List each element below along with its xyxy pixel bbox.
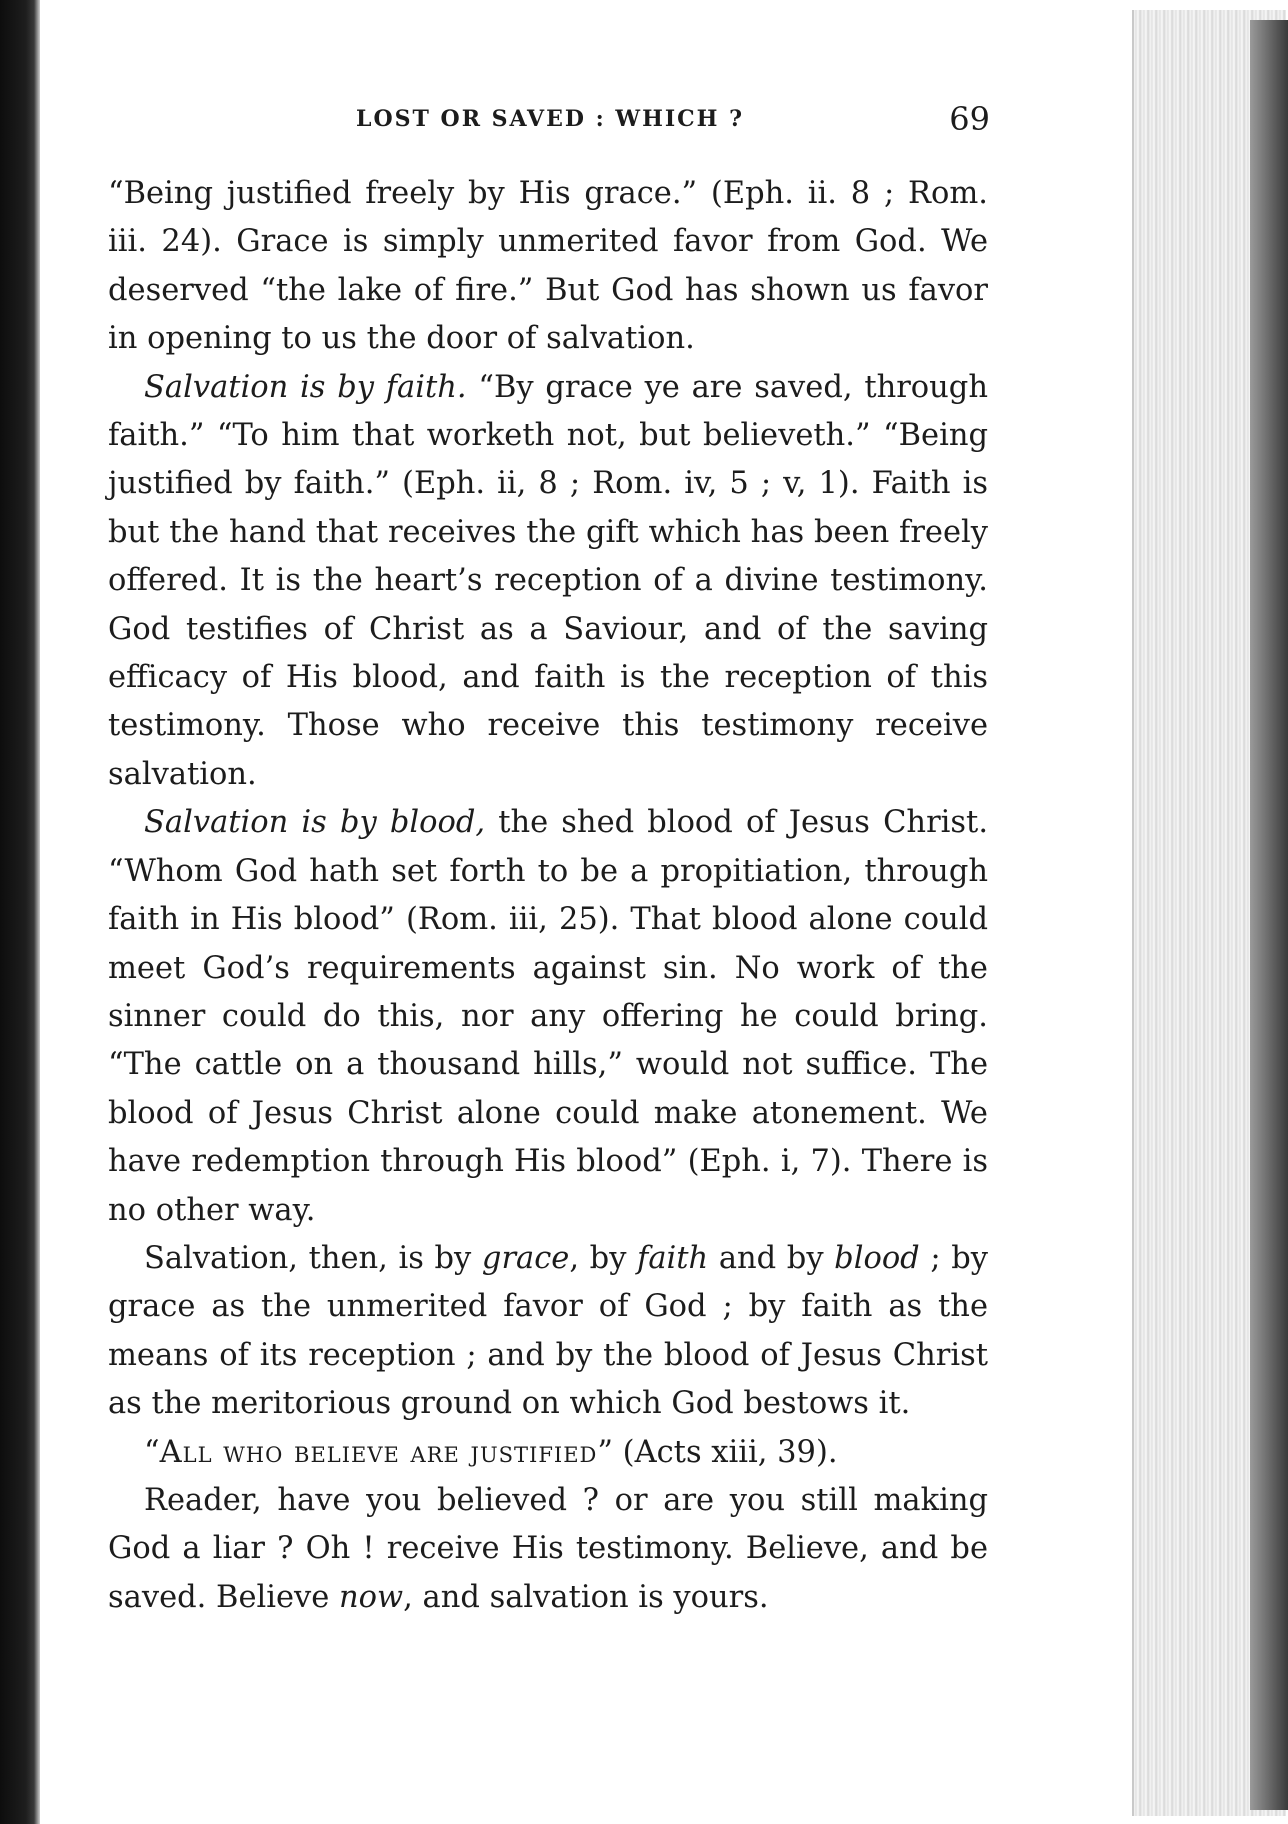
paragraph-5 bbox=[108, 1429, 988, 1477]
running-title: LOST OR SAVED : WHICH ? bbox=[356, 106, 744, 132]
paragraph-4-part-1: Salvation, then, is by bbox=[144, 1240, 482, 1276]
paragraph-3 bbox=[108, 799, 988, 1235]
book-cover-edge bbox=[1250, 20, 1288, 1810]
emphasis-now: now bbox=[339, 1579, 404, 1615]
paragraph-3-lead: Salvation is by blood, bbox=[144, 805, 486, 841]
paragraph-4-part-3: and by bbox=[708, 1240, 835, 1276]
paragraph-6 bbox=[108, 1477, 988, 1622]
emphasis-blood: blood bbox=[834, 1240, 920, 1276]
quote-close: ” (Acts xiii, 39). bbox=[597, 1434, 838, 1470]
paragraph-6-part-1: Reader, have you believed ? or are you still making God a liar ? Oh ! receive His testimony. Believe, and be saved. Believe bbox=[108, 1482, 988, 1615]
paragraph-4-part-2: , by bbox=[569, 1240, 638, 1276]
paragraph-2-lead: Salvation is by faith. bbox=[144, 369, 467, 405]
emphasis-grace: grace bbox=[481, 1240, 570, 1276]
paragraph-2-text: “By grace ye are saved, through faith.” “To him that worketh not, but believeth.” “Being justified by faith.” (Eph. ii, 8 ; Rom. iv, 5 ; v, 1). Faith is but the hand that receives the gift which has been freely offered. It is the heart’s reception of a divine testimony. God testifies of Christ as a Saviour, and of the saving efficacy of His blood, and faith is the reception of this testimony. Those who receive this testimony receive salvation. bbox=[108, 369, 988, 792]
paragraph-1: “Being justified freely by His grace.” (Eph. ii. 8 ; Rom. iii. 24). Grace is simply unmerited favor from God. We deserved “the lake of fire.” But God has shown us favor in opening to us the door of salvation. bbox=[108, 176, 988, 357]
book-spine-shadow bbox=[0, 0, 40, 1824]
paragraph-4 bbox=[108, 1235, 988, 1429]
paragraph-2 bbox=[108, 364, 988, 800]
running-head bbox=[110, 100, 990, 140]
quote-open: “ bbox=[144, 1434, 160, 1470]
small-caps-quote: All who believe are justified bbox=[159, 1434, 598, 1470]
emphasis-faith: faith bbox=[637, 1240, 709, 1276]
paragraph-4-part-4: ; by grace as the unmerited favor of God ; by faith as the means of its reception ; and by the blood of Jesus Christ as the meritorious ground on which God bestows it. bbox=[108, 1240, 988, 1422]
page-number: 69 bbox=[949, 100, 990, 138]
paragraph-3-text: the shed blood of Jesus Christ. “Whom God hath set forth to be a propitiation, through faith in His blood” (Rom. iii, 25). That blood alone could meet God’s requirements against sin. No work of the sinner could do this, nor any offering he could bring. “The cattle on a thousand hills,” would not suffice. The blood of Jesus Christ alone could make atonement. We have redemption through His blood” (Eph. i, 7). There is no other way. bbox=[108, 805, 989, 1228]
paragraph-6-part-2: , and salvation is yours. bbox=[403, 1579, 769, 1615]
body-text bbox=[108, 170, 988, 1622]
